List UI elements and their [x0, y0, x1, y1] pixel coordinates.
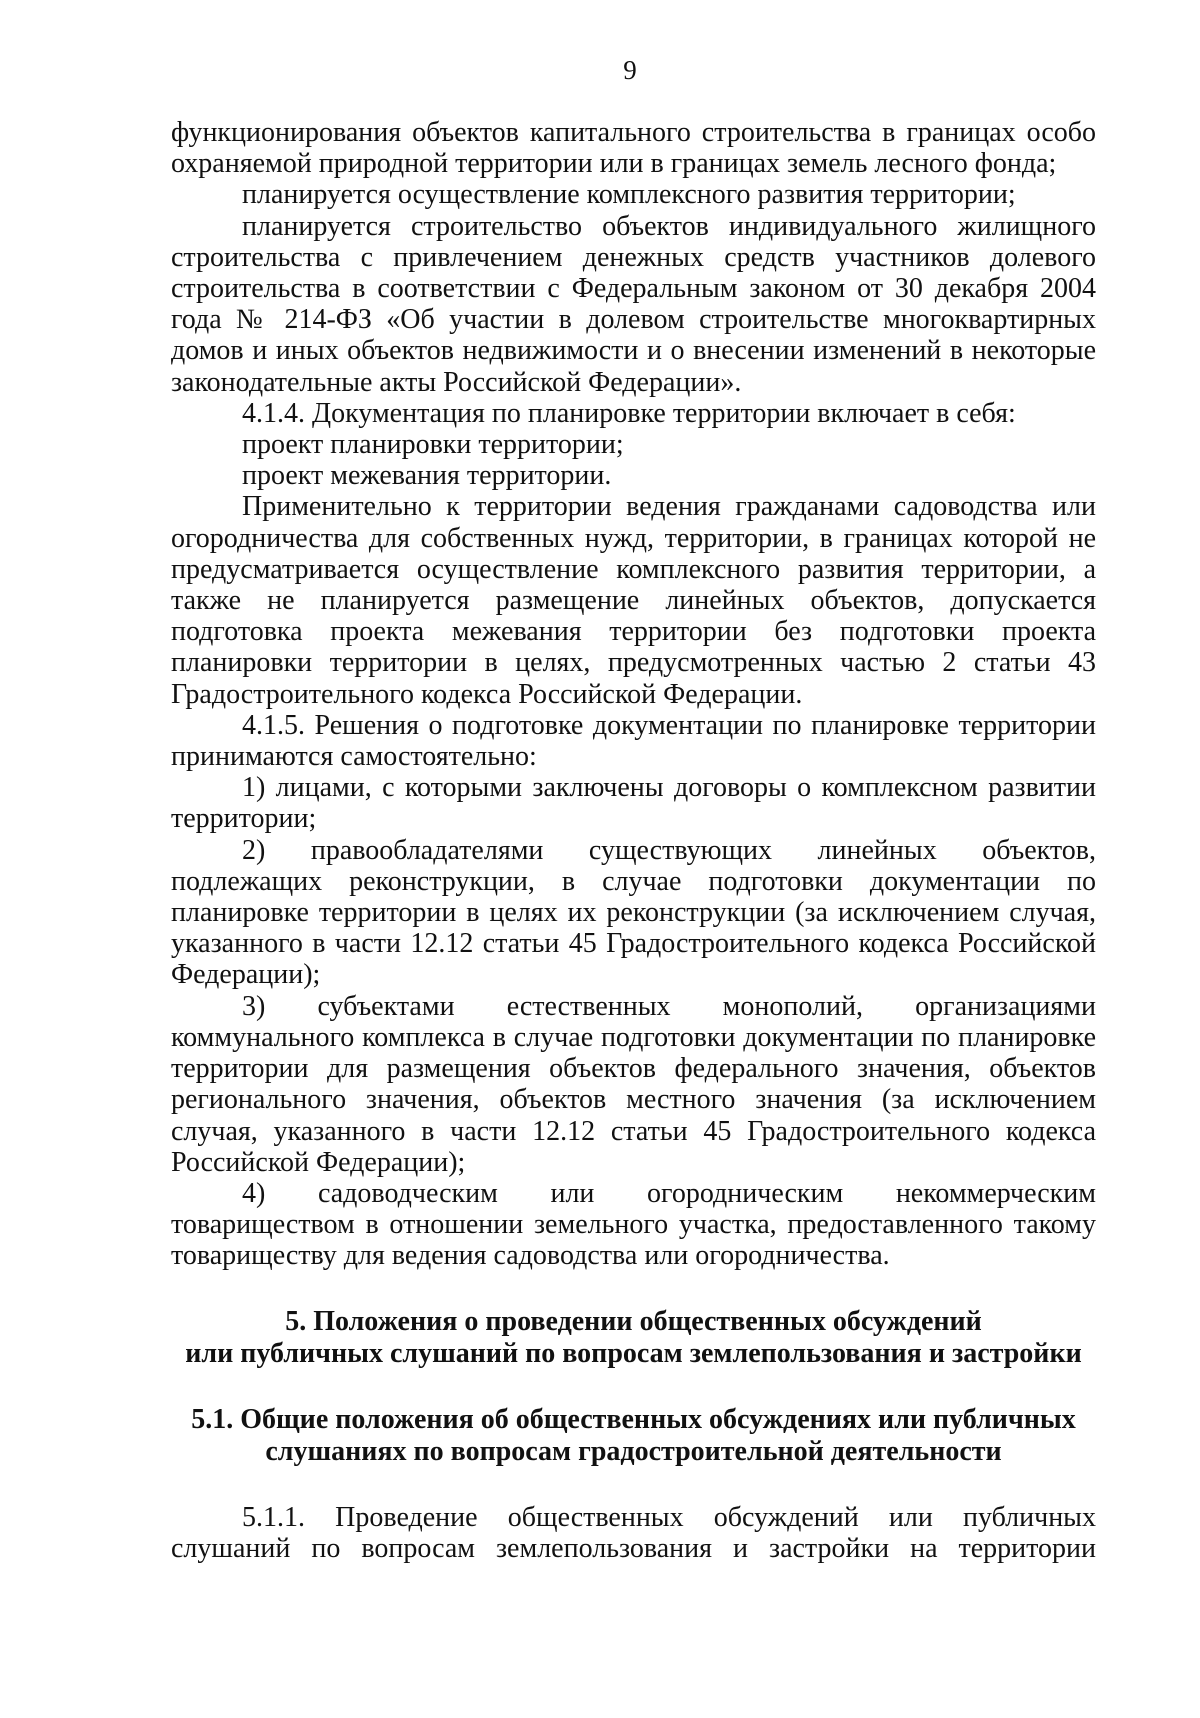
paragraph-gardening-territory: Применительно к территории ведения гражданами садоводства или огородничества для собственных нужд, территории, в границах которой не предусматривается осуществление комплексного развития территории, а также не планируется размещение линейных объектов, допускается подготовка проекта межевания территории без подготовки проекта планировки территории в целях, предусмотренных частью 2 статьи 43 Градостроительного кодекса Российской Федерации. [171, 491, 1096, 710]
section-5-heading-line-2: или публичных слушаний по вопросам землепользования и застройки [185, 1337, 1082, 1369]
list-item-2: 2) правообладателями существующих линейных объектов, подлежащих реконструкции, в случае подготовки документации по планировке территории в целях их реконструкции (за исключением случая, указанного в части 12.12 статьи 45 Градостроительного кодекса Российской Федерации); [171, 834, 1096, 991]
paragraph-4-1-4: 4.1.4. Документация по планировке территории включает в себя: [242, 397, 1016, 429]
list-item-4: 4) садоводческим или огородническим некоммерческим товариществом в отношении земельного участка, предоставленного такому товариществу для ведения садоводства или огородничества. [171, 1177, 1096, 1272]
list-item-3: 3) субъектами естественных монополий, организациями коммунального комплекса в случае подготовки документации по планировке территории для размещения объектов федерального значения, объектов регионального значения, объектов местного значения (за исключением случая, указанного в части 12.12 статьи 45 Градостроительного кодекса Российской Федерации); [171, 990, 1096, 1178]
section-5-1-heading-line-1: 5.1. Общие положения об общественных обсуждениях или публичных [191, 1403, 1076, 1435]
document-body [171, 117, 1096, 1564]
section-5-1-heading-line-2: слушаниях по вопросам градостроительной деятельности [265, 1435, 1002, 1467]
paragraph-individual-housing: планируется строительство объектов индивидуального жилищного строительства с привлечением денежных средств участников долевого строительства в соответствии с Федеральным законом от 30 декабря 2004 года № 214-ФЗ «Об участии в долевом строительстве многоквартирных домов и иных объектов недвижимости и о внесении изменений в некоторые законодательные акты Российской Федерации». [171, 210, 1096, 398]
list-item-1: 1) лицами, с которыми заключены договоры о комплексном развитии территории; [171, 772, 1096, 835]
paragraph-continuation: функционирования объектов капитального строительства в границах особо охраняемой природной территории или в границах земель лесного фонда; [171, 117, 1096, 180]
page-number: 9 [623, 55, 637, 85]
paragraph-surveying-project: проект межевания территории. [242, 460, 612, 492]
paragraph-5-1-1: 5.1.1. Проведение общественных обсуждений или публичных слушаний по вопросам землепользования и застройки на территории [171, 1501, 1096, 1564]
paragraph-4-1-5: 4.1.5. Решения о подготовке документации по планировке территории принимаются самостоятельно: [171, 709, 1096, 773]
paragraph-planning-project: проект планировки территории; [242, 429, 624, 461]
paragraph-complex-development: планируется осуществление комплексного развития территории; [242, 179, 1016, 211]
section-5-heading-line-1: 5. Положения о проведении общественных обсуждений [285, 1305, 982, 1337]
